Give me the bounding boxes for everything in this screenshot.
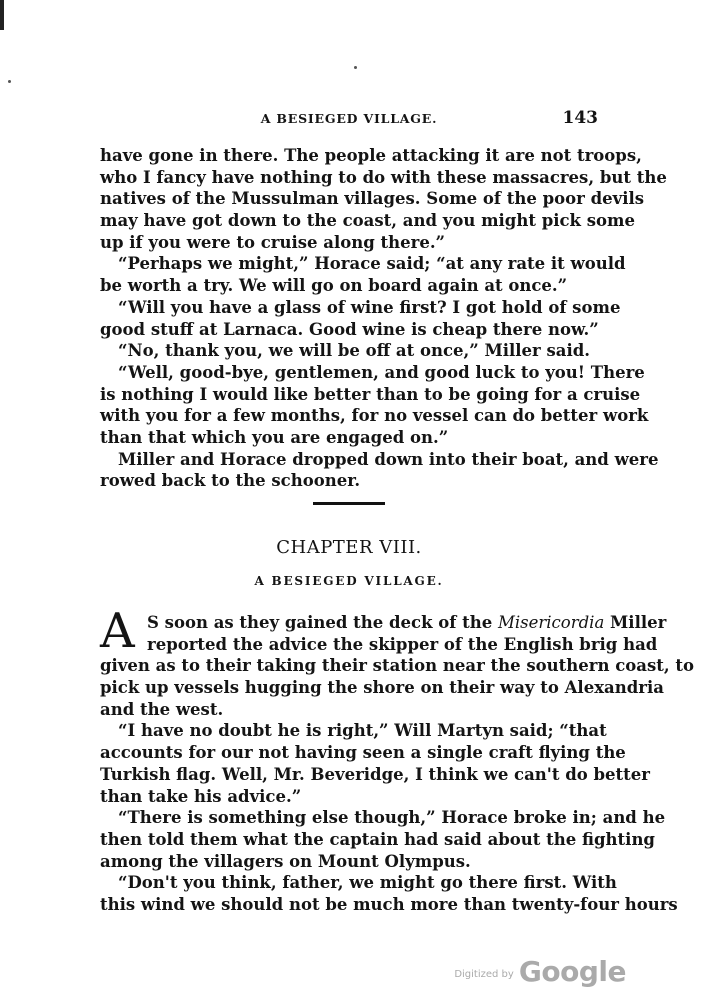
text-line: given as to their taking their station near the southern coast, to [100, 656, 694, 676]
text-line: “Perhaps we might,” Horace said; “at any rate it would [118, 254, 626, 274]
watermark-prefix: Digitized by [454, 969, 514, 980]
text-line: then told them what the captain had said about the fighting [100, 829, 655, 849]
text-line: be worth a try. We will go on board again at once.” [100, 276, 568, 296]
page-number: 143 [562, 108, 598, 128]
scan-edge-mark [0, 0, 4, 30]
text-line: have gone in there. The people attacking it are not troops, [100, 146, 642, 165]
text-line: accounts for our not having seen a single craft flying the [100, 743, 626, 763]
chapter-title: CHAPTER VIII. [276, 537, 422, 558]
text-line: “There is something else though,” Horace broke in; and he [118, 808, 666, 828]
text-line: rowed back to the schooner. [100, 471, 361, 491]
text-line: “Don't you think, father, we might go there first. With [118, 873, 617, 893]
text-line: Turkish flag. Well, Mr. Beveridge, I think we can't do better [100, 764, 650, 784]
text-line: “No, thank you, we will be off at once,” Miller said. [118, 341, 591, 361]
text-block-2 [100, 612, 694, 916]
running-head [100, 108, 598, 130]
text-line: among the villagers on Mount Olympus. [100, 851, 471, 871]
text-line: may have got down to the coast, and you might pick some [100, 211, 635, 231]
text-line: up if you were to cruise along there.” [100, 232, 446, 252]
text-line: S soon as they gained the deck of the Misericordia Miller [147, 613, 667, 632]
text-line: pick up vessels hugging the shore on their way to Alexandria [100, 678, 664, 698]
text-line: and the west. [100, 699, 224, 719]
chapter-subtitle: A BESIEGED VILLAGE. [254, 574, 444, 588]
google-logo: Google [518, 955, 626, 988]
text-line: good stuff at Larnaca. Good wine is cheap there now.” [100, 319, 599, 339]
text-line: “Will you have a glass of wine first? I got hold of some [118, 297, 621, 317]
text-line: than that which you are engaged on.” [100, 427, 449, 447]
text-line: natives of the Mussulman villages. Some of the poor devils [100, 189, 645, 209]
scan-speck [8, 80, 11, 83]
digitized-watermark [454, 955, 626, 988]
ship-name: Misericordia [497, 613, 605, 632]
text-line: “I have no doubt he is right,” Will Martyn said; “that [118, 721, 607, 741]
running-title: A BESIEGED VILLAGE. [260, 111, 438, 126]
text-line: is nothing I would like better than to be going for a cruise [100, 384, 641, 404]
text-line: who I fancy have nothing to do with these massacres, but the [100, 167, 667, 187]
section-divider [313, 502, 385, 505]
text-line: with you for a few months, for no vessel can do better work [100, 406, 649, 426]
text-line: Miller and Horace dropped down into their boat, and were [118, 449, 659, 469]
text-line: “Well, good-bye, gentlemen, and good luck to you! There [118, 362, 645, 382]
drop-cap: A [100, 603, 135, 659]
text-line: than take his advice.” [100, 786, 302, 806]
text-line: reported the advice the skipper of the English brig had [147, 634, 658, 654]
text-block-1 [100, 145, 667, 492]
scan-speck [354, 66, 357, 69]
text-line: this wind we should not be much more than twenty-four hours [100, 894, 678, 914]
